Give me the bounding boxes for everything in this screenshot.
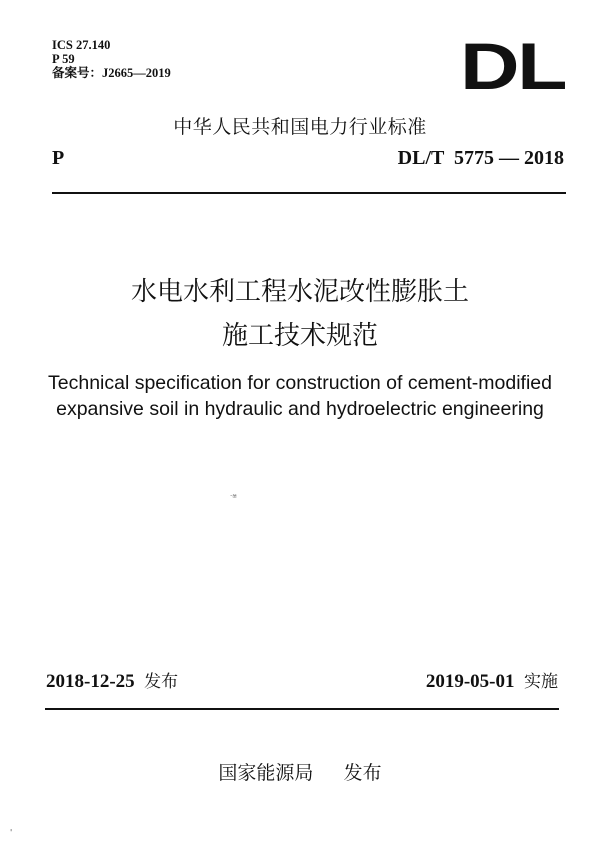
publisher-label: 发布 — [343, 762, 382, 784]
scan-mark: ' — [10, 828, 13, 837]
title-en-line-2: expansive soil in hydraulic and hydroelectric engineering — [56, 398, 544, 420]
scan-speck: ·ෂ — [230, 492, 237, 500]
ics-code: ICS 27.140 — [52, 38, 111, 52]
publisher — [0, 758, 600, 785]
title-cn-line-1: 水电水利工程水泥改性膨胀土 — [130, 277, 469, 307]
issue-date-value: 2018-12-25 — [46, 671, 135, 692]
title-en — [0, 370, 600, 422]
title-en-line-1: Technical specification for construction of cement-modified — [48, 372, 552, 394]
standard-number: DL/T 5775 — 2018 — [397, 147, 564, 169]
issue-label: 发布 — [144, 672, 179, 692]
top-divider — [52, 192, 566, 194]
category-code: P 59 — [52, 52, 75, 66]
class-code: P — [52, 147, 65, 169]
implement-date — [426, 667, 558, 693]
filing-number: 备案号：J2665—2019 — [52, 66, 171, 80]
national-standard-label: 中华人民共和国电力行业标准 — [173, 116, 427, 138]
title-cn — [0, 270, 600, 358]
dl-logo: DL — [460, 29, 565, 103]
publisher-name: 国家能源局 — [218, 762, 314, 784]
issue-date — [46, 667, 178, 693]
implement-label: 实施 — [524, 672, 558, 692]
title-cn-line-2: 施工技术规范 — [221, 321, 378, 351]
bottom-divider — [45, 708, 559, 710]
implement-date-value: 2019-05-01 — [425, 671, 515, 692]
